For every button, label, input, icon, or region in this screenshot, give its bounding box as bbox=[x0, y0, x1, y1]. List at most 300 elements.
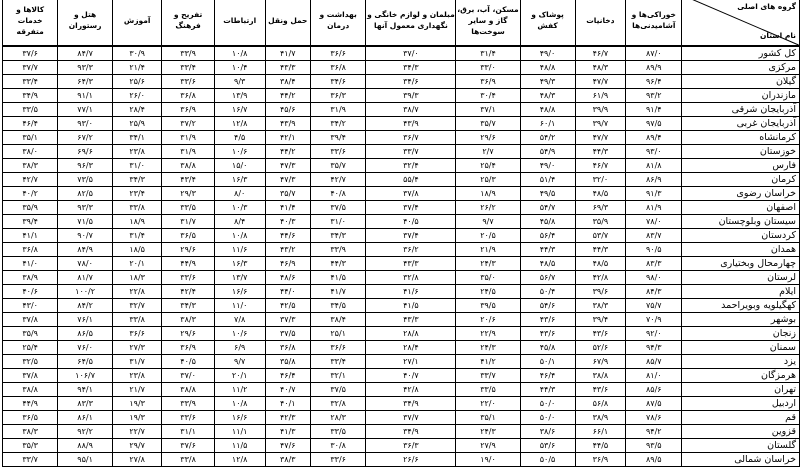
value-cell: ۴۱/۷ bbox=[265, 46, 310, 61]
value-cell: ۶۴/۳ bbox=[58, 75, 113, 89]
value-cell: ۷۸/۰ bbox=[58, 257, 113, 271]
table-row bbox=[3, 145, 800, 159]
value-cell: ۸۱/۸ bbox=[626, 159, 682, 173]
table-row bbox=[3, 397, 800, 411]
value-cell: ۳۲/۸ bbox=[366, 271, 456, 285]
value-cell: ۳۳/۰ bbox=[456, 61, 520, 75]
table-header bbox=[3, 0, 800, 46]
value-cell: ۹/۳ bbox=[214, 75, 265, 89]
value-cell: ۴۱/۲ bbox=[456, 355, 520, 369]
value-cell: ۴۹/۳ bbox=[520, 75, 575, 89]
table-row bbox=[3, 383, 800, 397]
value-cell: ۴۰/۵ bbox=[162, 355, 214, 369]
corner-header-cell bbox=[682, 0, 800, 46]
table-row bbox=[3, 131, 800, 145]
value-cell: ۴۷/۳ bbox=[265, 173, 310, 187]
value-cell: ۳۷/۰ bbox=[162, 369, 214, 383]
value-cell: ۲۵/۶ bbox=[112, 75, 162, 89]
table-row bbox=[3, 355, 800, 369]
value-cell: ۳۶/۶ bbox=[112, 327, 162, 341]
value-cell: ۲۹/۷ bbox=[112, 439, 162, 453]
value-cell: ۳۸/۷ bbox=[366, 103, 456, 117]
value-cell: ۳۴/۹ bbox=[3, 89, 58, 103]
value-cell: ۴۳/۶ bbox=[575, 383, 626, 397]
value-cell: ۴۵/۸ bbox=[520, 341, 575, 355]
value-cell: ۴۸/۸ bbox=[520, 103, 575, 117]
value-cell: ۸۳/۳ bbox=[626, 257, 682, 271]
value-cell: ۳۹/۳ bbox=[366, 89, 456, 103]
value-cell: ۱۱/۱ bbox=[214, 425, 265, 439]
value-cell: ۴۷/۶ bbox=[265, 439, 310, 453]
value-cell: ۱۰/۸ bbox=[214, 229, 265, 243]
value-cell: ۳۶/۸ bbox=[3, 243, 58, 257]
value-cell: ۲۲/۸ bbox=[112, 285, 162, 299]
value-cell: ۳۹/۷ bbox=[575, 117, 626, 131]
value-cell: ۷۳/۵ bbox=[58, 173, 113, 187]
value-cell: ۴۱/۱ bbox=[3, 229, 58, 243]
value-cell: ۳۸/۸ bbox=[162, 383, 214, 397]
value-cell: ۴۳/۹ bbox=[265, 117, 310, 131]
value-cell: ۳۹/۴ bbox=[310, 131, 365, 145]
value-cell: ۲۷/۹ bbox=[456, 439, 520, 453]
province-name-cell: گلستان bbox=[682, 439, 800, 453]
column-header: تفریح و فرهنگ bbox=[162, 0, 214, 46]
value-cell: ۳۵/۹ bbox=[3, 327, 58, 341]
value-cell: ۴۴/۰ bbox=[265, 285, 310, 299]
value-cell: ۴۸/۵ bbox=[575, 257, 626, 271]
value-cell: ۲۱/۹ bbox=[456, 243, 520, 257]
value-cell: ۹۳/۲ bbox=[626, 89, 682, 103]
price-index-table bbox=[2, 0, 800, 467]
value-cell: ۱۱/۰ bbox=[214, 299, 265, 313]
value-cell: ۳۸/۸ bbox=[162, 159, 214, 173]
table-body bbox=[3, 46, 800, 467]
value-cell: ۳۱/۴ bbox=[112, 229, 162, 243]
value-cell: ۶۹/۶ bbox=[58, 145, 113, 159]
value-cell: ۱۰/۸ bbox=[214, 397, 265, 411]
value-cell: ۴۱/۵ bbox=[310, 271, 365, 285]
value-cell: ۳۶/۳ bbox=[310, 89, 365, 103]
value-cell: ۹۴/۱ bbox=[58, 383, 113, 397]
column-header: حمل ونقل bbox=[265, 0, 310, 46]
column-header: مبلمان و لوازم خانگی و نگهداری معمول آنها bbox=[366, 0, 456, 46]
value-cell: ۲۹/۳ bbox=[162, 187, 214, 201]
value-cell: ۸۱/۷ bbox=[58, 271, 113, 285]
value-cell: ۶۷/۹ bbox=[575, 355, 626, 369]
value-cell: ۳۷/۸ bbox=[366, 187, 456, 201]
value-cell: ۳۳/۷ bbox=[3, 453, 58, 467]
value-cell: ۹۳/۳ bbox=[58, 61, 113, 75]
value-cell: ۴۳/۴ bbox=[162, 173, 214, 187]
column-header: بهداشت و درمان bbox=[310, 0, 365, 46]
value-cell: ۳۹/۶ bbox=[575, 285, 626, 299]
value-cell: ۲۵/۱ bbox=[310, 327, 365, 341]
value-cell: ۲۰/۶ bbox=[456, 313, 520, 327]
value-cell: ۱۹/۳ bbox=[112, 397, 162, 411]
value-cell: ۳۳/۶ bbox=[310, 453, 365, 467]
value-cell: ۷۵/۷ bbox=[626, 299, 682, 313]
value-cell: ۹۶/۳ bbox=[58, 159, 113, 173]
table-row bbox=[3, 439, 800, 453]
province-name-cell: سیستان وبلوچستان bbox=[682, 215, 800, 229]
value-cell: ۳۶/۸ bbox=[265, 341, 310, 355]
value-cell: ۳۳/۸ bbox=[162, 453, 214, 467]
value-cell: ۳۴/۱ bbox=[112, 131, 162, 145]
value-cell: ۹۷/۵ bbox=[626, 117, 682, 131]
value-cell: ۴۲/۵ bbox=[265, 299, 310, 313]
value-cell: ۳۳/۵ bbox=[310, 425, 365, 439]
province-name-cell: زنجان bbox=[682, 327, 800, 341]
value-cell: ۸۴/۳ bbox=[626, 285, 682, 299]
value-cell: ۴۳/۳ bbox=[366, 257, 456, 271]
value-cell: ۳۸/۳ bbox=[162, 313, 214, 327]
value-cell: ۳۶/۹ bbox=[575, 453, 626, 467]
province-name-cell: خوزستان bbox=[682, 145, 800, 159]
value-cell: ۶۶/۱ bbox=[575, 425, 626, 439]
value-cell: ۳۵/۷ bbox=[310, 159, 365, 173]
value-cell: ۶۱/۹ bbox=[575, 89, 626, 103]
province-name-cell: همدان bbox=[682, 243, 800, 257]
column-header: مسکن، آب، برق، گاز و سایر سوخت‌ها bbox=[456, 0, 520, 46]
value-cell: ۲۴/۳ bbox=[456, 341, 520, 355]
value-cell: ۲۱/۷ bbox=[112, 383, 162, 397]
value-cell: ۲۴/۳ bbox=[456, 425, 520, 439]
value-cell: ۳۴/۵ bbox=[310, 299, 365, 313]
value-cell: ۳۷/۸ bbox=[3, 369, 58, 383]
value-cell: ۳۵/۹ bbox=[3, 201, 58, 215]
province-name-cell: تهران bbox=[682, 383, 800, 397]
value-cell: ۳۰/۴ bbox=[456, 89, 520, 103]
value-cell: ۱۲/۸ bbox=[214, 117, 265, 131]
value-cell: ۱۶/۷ bbox=[214, 103, 265, 117]
value-cell: ۳۷/۱ bbox=[456, 103, 520, 117]
value-cell: ۳۹/۹ bbox=[575, 103, 626, 117]
province-name-cell: بوشهر bbox=[682, 313, 800, 327]
value-cell: ۴۳/۰ bbox=[3, 299, 58, 313]
value-cell: ۲۲/۷ bbox=[112, 425, 162, 439]
province-name-cell: اصفهان bbox=[682, 201, 800, 215]
value-cell: ۱۱/۵ bbox=[214, 439, 265, 453]
value-cell: ۲۸/۴ bbox=[112, 103, 162, 117]
value-cell: ۴۰/۷ bbox=[265, 383, 310, 397]
value-cell: ۴۲/۱ bbox=[265, 131, 310, 145]
table-row bbox=[3, 103, 800, 117]
value-cell: ۳۳/۵ bbox=[162, 201, 214, 215]
value-cell: ۳۵/۰ bbox=[456, 271, 520, 285]
value-cell: ۶۴/۵ bbox=[58, 355, 113, 369]
value-cell: ۹۳/۵ bbox=[626, 439, 682, 453]
value-cell: ۹۲/۰ bbox=[626, 327, 682, 341]
value-cell: ۳۳/۹ bbox=[310, 243, 365, 257]
value-cell: ۴۲/۷ bbox=[3, 173, 58, 187]
column-header: آموزش bbox=[112, 0, 162, 46]
value-cell: ۸۱/۹ bbox=[626, 201, 682, 215]
value-cell: ۳۹/۴ bbox=[575, 313, 626, 327]
value-cell: ۱۸/۳ bbox=[112, 271, 162, 285]
province-name-cell: آذربایجان غربی bbox=[682, 117, 800, 131]
value-cell: ۵۰/۵ bbox=[520, 453, 575, 467]
value-cell: ۳۴/۹ bbox=[366, 425, 456, 439]
value-cell: ۸۵/۷ bbox=[626, 355, 682, 369]
value-cell: ۳۶/۷ bbox=[366, 131, 456, 145]
value-cell: ۳۶/۳ bbox=[366, 439, 456, 453]
table-row bbox=[3, 313, 800, 327]
province-name-cell: اردبیل bbox=[682, 397, 800, 411]
province-name-cell: مرکزی bbox=[682, 61, 800, 75]
value-cell: ۳۴/۳ bbox=[366, 61, 456, 75]
column-header: پوشاک و کفش bbox=[520, 0, 575, 46]
value-cell: ۴۴/۳ bbox=[520, 243, 575, 257]
table-row bbox=[3, 89, 800, 103]
value-cell: ۹۲/۲ bbox=[58, 425, 113, 439]
value-cell: ۴۴/۲ bbox=[265, 89, 310, 103]
value-cell: ۳۸/۹ bbox=[575, 411, 626, 425]
value-cell: ۱۰/۸ bbox=[214, 46, 265, 61]
table-row bbox=[3, 425, 800, 439]
value-cell: ۳۱/۷ bbox=[162, 215, 214, 229]
value-cell: ۳۳/۴ bbox=[162, 61, 214, 75]
value-cell: ۳۸/۳ bbox=[3, 425, 58, 439]
value-cell: ۲۶/۰ bbox=[112, 89, 162, 103]
value-cell: ۴۶/۴ bbox=[520, 369, 575, 383]
value-cell: ۱۰۰/۲ bbox=[58, 285, 113, 299]
value-cell: ۸۳/۷ bbox=[626, 229, 682, 243]
value-cell: ۱۱/۲ bbox=[214, 383, 265, 397]
province-name-cell: فارس bbox=[682, 159, 800, 173]
value-cell: ۴۹/۵ bbox=[520, 187, 575, 201]
value-cell: ۱۶/۳ bbox=[214, 257, 265, 271]
value-cell: ۳۷/۸ bbox=[3, 313, 58, 327]
value-cell: ۲۷/۱ bbox=[366, 355, 456, 369]
value-cell: ۴۰/۵ bbox=[366, 215, 456, 229]
value-cell: ۳۵/۱ bbox=[456, 411, 520, 425]
value-cell: ۴۸/۸ bbox=[520, 61, 575, 75]
value-cell: ۳۸/۳ bbox=[575, 299, 626, 313]
table-row bbox=[3, 299, 800, 313]
value-cell: ۸۶/۵ bbox=[58, 327, 113, 341]
value-cell: ۳۸/۶ bbox=[520, 425, 575, 439]
value-cell: ۵۴/۶ bbox=[520, 299, 575, 313]
value-cell: ۳۵/۷ bbox=[456, 117, 520, 131]
value-cell: ۹۱/۱ bbox=[58, 89, 113, 103]
value-cell: ۵۶/۸ bbox=[575, 397, 626, 411]
value-cell: ۳۱/۹ bbox=[162, 131, 214, 145]
value-cell: ۲۹/۶ bbox=[162, 327, 214, 341]
table-row bbox=[3, 159, 800, 173]
value-cell: ۹۸/۰ bbox=[626, 271, 682, 285]
value-cell: ۴۸/۳ bbox=[520, 89, 575, 103]
value-cell: ۹۱/۴ bbox=[626, 103, 682, 117]
column-header: ارتباطات bbox=[214, 0, 265, 46]
value-cell: ۱۳/۹ bbox=[214, 89, 265, 103]
value-cell: ۱۹/۰ bbox=[456, 453, 520, 467]
value-cell: ۲۶/۲ bbox=[456, 201, 520, 215]
value-cell: ۹۳/۰ bbox=[626, 145, 682, 159]
value-cell: ۹/۷ bbox=[456, 215, 520, 229]
province-name-cell: قزوین bbox=[682, 425, 800, 439]
value-cell: ۲۹/۶ bbox=[162, 243, 214, 257]
value-cell: ۴۳/۶ bbox=[520, 327, 575, 341]
table-row bbox=[3, 243, 800, 257]
value-cell: ۳۳/۶ bbox=[162, 75, 214, 89]
value-cell: ۴۲/۴ bbox=[162, 285, 214, 299]
value-cell: ۴۱/۴ bbox=[265, 201, 310, 215]
value-cell: ۱۸/۹ bbox=[112, 215, 162, 229]
value-cell: ۹/۷ bbox=[214, 355, 265, 369]
value-cell: ۳۱/۹ bbox=[162, 145, 214, 159]
value-cell: ۳۶/۹ bbox=[162, 341, 214, 355]
value-cell: ۹۳/۳ bbox=[58, 201, 113, 215]
value-cell: ۳۳/۶ bbox=[162, 271, 214, 285]
value-cell: ۳۲/۷ bbox=[112, 299, 162, 313]
value-cell: ۳۷/۰ bbox=[366, 46, 456, 61]
value-cell: ۴۱/۰ bbox=[3, 257, 58, 271]
value-cell: ۴/۵ bbox=[214, 131, 265, 145]
value-cell: ۲۵/۹ bbox=[112, 117, 162, 131]
value-cell: ۳۵/۷ bbox=[265, 187, 310, 201]
value-cell: ۳۱/۰ bbox=[112, 159, 162, 173]
value-cell: ۳۴/۹ bbox=[366, 397, 456, 411]
value-cell: ۳۷/۵ bbox=[265, 327, 310, 341]
value-cell: ۹۴/۳ bbox=[626, 341, 682, 355]
value-cell: ۳۴/۲ bbox=[310, 117, 365, 131]
value-cell: ۴۱/۳ bbox=[265, 425, 310, 439]
value-cell: ۴۴/۹ bbox=[3, 397, 58, 411]
value-cell: ۳۳/۴ bbox=[310, 355, 365, 369]
value-cell: ۳۵/۸ bbox=[265, 355, 310, 369]
value-cell: ۳۸/۴ bbox=[310, 313, 365, 327]
value-cell: ۵۰/۰ bbox=[520, 411, 575, 425]
value-cell: ۲۳/۸ bbox=[112, 369, 162, 383]
value-cell: ۹۴/۲ bbox=[626, 425, 682, 439]
province-name-cell: کرمان bbox=[682, 173, 800, 187]
province-name-cell: کرمانشاه bbox=[682, 131, 800, 145]
value-cell: ۲۷/۸ bbox=[112, 453, 162, 467]
value-cell: ۱۸/۵ bbox=[112, 243, 162, 257]
value-cell: ۱۰۶/۷ bbox=[58, 369, 113, 383]
value-cell: ۳۵/۳ bbox=[3, 439, 58, 453]
value-cell: ۳۷/۷ bbox=[366, 411, 456, 425]
value-cell: ۲۲/۰ bbox=[456, 397, 520, 411]
value-cell: ۲۴/۵ bbox=[456, 285, 520, 299]
value-cell: ۷۶/۱ bbox=[58, 313, 113, 327]
value-cell: ۳۲/۱ bbox=[310, 369, 365, 383]
value-cell: ۴۸/۵ bbox=[520, 257, 575, 271]
value-cell: ۳۳/۹ bbox=[162, 397, 214, 411]
value-cell: ۳۵/۱ bbox=[3, 131, 58, 145]
value-cell: ۳۱/۴ bbox=[456, 46, 520, 61]
value-cell: ۵۰/۱ bbox=[520, 355, 575, 369]
value-cell: ۸۳/۳ bbox=[58, 397, 113, 411]
value-cell: ۴۹/۰ bbox=[520, 159, 575, 173]
value-cell: ۷۸/۶ bbox=[626, 411, 682, 425]
value-cell: ۳۴/۶ bbox=[310, 75, 365, 89]
column-header: کالاها و خدمات متفرقه bbox=[3, 0, 58, 46]
value-cell: ۴۰/۲ bbox=[3, 187, 58, 201]
value-cell: ۴۳/۲ bbox=[265, 243, 310, 257]
value-cell: ۵۴/۲ bbox=[520, 131, 575, 145]
value-cell: ۳۲/۰ bbox=[575, 173, 626, 187]
column-header: دخانیات bbox=[575, 0, 626, 46]
table-row bbox=[3, 201, 800, 215]
value-cell: ۴۱/۶ bbox=[366, 285, 456, 299]
value-cell: ۳۸/۹ bbox=[3, 271, 58, 285]
value-cell: ۴۴/۹ bbox=[162, 257, 214, 271]
value-cell: ۳۶/۵ bbox=[3, 411, 58, 425]
corner-header-text: گروه های اصلی bbox=[737, 2, 796, 11]
table-row bbox=[3, 453, 800, 467]
value-cell: ۲۶/۶ bbox=[366, 453, 456, 467]
value-cell: ۴۳/۶ bbox=[575, 327, 626, 341]
value-cell: ۳۳/۹ bbox=[162, 46, 214, 61]
table-row bbox=[3, 327, 800, 341]
table-row bbox=[3, 285, 800, 299]
value-cell: ۴۷/۷ bbox=[575, 131, 626, 145]
value-cell: ۳۱/۷ bbox=[112, 355, 162, 369]
value-cell: ۷۱/۵ bbox=[58, 215, 113, 229]
value-cell: ۴۲/۸ bbox=[575, 271, 626, 285]
province-name-cell: هرمزگان bbox=[682, 369, 800, 383]
value-cell: ۳۷/۳ bbox=[265, 313, 310, 327]
value-cell: ۵۶/۷ bbox=[520, 271, 575, 285]
value-cell: ۴۹/۰ bbox=[520, 46, 575, 61]
value-cell: ۳۱/۹ bbox=[310, 103, 365, 117]
value-cell: ۱۰/۶ bbox=[214, 145, 265, 159]
table-row bbox=[3, 46, 800, 61]
value-cell: ۲۱/۴ bbox=[112, 61, 162, 75]
value-cell: ۳۱/۰ bbox=[310, 215, 365, 229]
value-cell: ۳۶/۶ bbox=[310, 341, 365, 355]
value-cell: ۳۶/۲ bbox=[366, 243, 456, 257]
value-cell: ۲۴/۳ bbox=[456, 257, 520, 271]
table-row bbox=[3, 229, 800, 243]
value-cell: ۲۰/۵ bbox=[456, 229, 520, 243]
value-cell: ۴۶/۹ bbox=[265, 257, 310, 271]
table-row bbox=[3, 173, 800, 187]
value-cell: ۴۷/۷ bbox=[575, 75, 626, 89]
table-row bbox=[3, 61, 800, 75]
value-cell: ۸۷/۵ bbox=[626, 397, 682, 411]
value-cell: ۴۶/۷ bbox=[575, 46, 626, 61]
value-cell: ۴۸/۶ bbox=[265, 271, 310, 285]
value-cell: ۵۶/۴ bbox=[520, 229, 575, 243]
value-cell: ۳۸/۳ bbox=[3, 159, 58, 173]
value-cell: ۸۵/۶ bbox=[626, 383, 682, 397]
table-row bbox=[3, 341, 800, 355]
value-cell: ۳۴/۶ bbox=[366, 75, 456, 89]
value-cell: ۳۶/۸ bbox=[310, 61, 365, 75]
value-cell: ۳۳/۶ bbox=[310, 145, 365, 159]
value-cell: ۲۸/۴ bbox=[366, 341, 456, 355]
value-cell: ۳۲/۸ bbox=[310, 397, 365, 411]
value-cell: ۸۹/۵ bbox=[626, 453, 682, 467]
value-cell: ۴۰/۸ bbox=[310, 187, 365, 201]
value-cell: ۳۶/۹ bbox=[456, 75, 520, 89]
table-row bbox=[3, 257, 800, 271]
value-cell: ۹۰/۵ bbox=[626, 243, 682, 257]
value-cell: ۱۳/۷ bbox=[214, 271, 265, 285]
value-cell: ۴۲/۷ bbox=[310, 173, 365, 187]
value-cell: ۳۳/۵ bbox=[3, 103, 58, 117]
value-cell: ۳۲/۵ bbox=[3, 355, 58, 369]
province-name-cell: کهگیلویه وبویراحمد bbox=[682, 299, 800, 313]
value-cell: ۸۴/۲ bbox=[58, 299, 113, 313]
value-cell: ۶۹/۳ bbox=[575, 201, 626, 215]
value-cell: ۴۷/۳ bbox=[265, 159, 310, 173]
value-cell: ۲۵/۳ bbox=[456, 173, 520, 187]
value-cell: ۳۴/۳ bbox=[310, 229, 365, 243]
value-cell: ۴۳/۹ bbox=[366, 117, 456, 131]
